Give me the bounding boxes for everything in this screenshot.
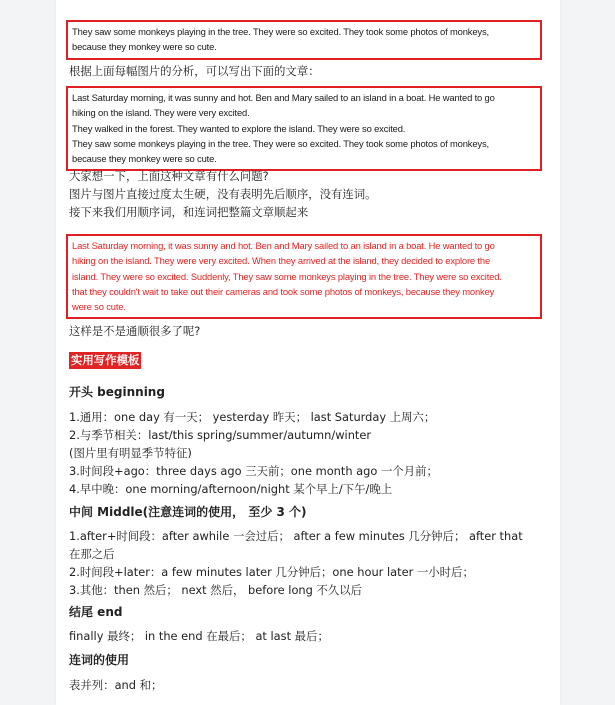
middle-item: 3.其他：then 然后； next 然后， before long 不久以后 bbox=[69, 583, 363, 597]
document-page bbox=[56, 0, 560, 705]
box-line: They walked in the forest. They wanted to explore the island. They were so excited. bbox=[72, 122, 406, 134]
beginning-item: (图片里有明显季节特征) bbox=[69, 446, 192, 460]
box-line: hiking on the island. They were very excited. bbox=[72, 107, 250, 119]
beginning-item: 3.时间段+ago：three days ago 三天前；one month ago 一个月前； bbox=[69, 464, 438, 478]
example-box-1 bbox=[66, 20, 542, 60]
box-line: They saw some monkeys playing in the tree. They were so excited. They took some photos of monkeys, bbox=[72, 137, 489, 149]
box-line: Last Saturday morning, it was sunny and hot. Ben and Mary sailed to an island in a boat. He wanted to go bbox=[72, 92, 495, 103]
conjunction-heading: 连词的使用 bbox=[69, 653, 130, 667]
box-line: Last Saturday morning, it was sunny and hot. Ben and Mary sailed to an island in a boat. He wanted to go bbox=[72, 240, 495, 251]
middle-item: 1.after+时间段：after awhile 一会过后； after a few minutes 几分钟后； after that bbox=[69, 529, 523, 543]
middle-item: 2.时间段+later：a few minutes later 几分钟后；one hour later 一小时后； bbox=[69, 565, 474, 579]
end-heading: 结尾 end bbox=[69, 605, 123, 619]
middle-heading: 中间 Middle(注意连词的使用， 至少 3 个) bbox=[69, 505, 307, 519]
after-box-text: 这样是不是通顺很多了呢? bbox=[69, 324, 201, 338]
beginning-item: 2.与季节相关：last/this spring/summer/autumn/winter bbox=[69, 428, 372, 442]
box-line: because they monkey were so cute. bbox=[72, 153, 217, 165]
question-line: 大家想一下，上面这种文章有什么问题? bbox=[69, 169, 269, 183]
example-box-3 bbox=[66, 234, 542, 319]
box-line: because they monkey were so cute. bbox=[72, 41, 217, 53]
box-line: They saw some monkeys playing in the tree. They were so excited. They took some photos of monkeys, bbox=[72, 26, 489, 37]
conjunction-item: 表并列：and 和； bbox=[69, 678, 163, 692]
template-title: 实用写作模板 bbox=[71, 353, 140, 367]
box-line: that they couldn't wait to take out their cameras and took some photos of monkeys, because they monkey bbox=[72, 285, 495, 297]
beginning-item: 4.早中晚：one morning/afternoon/night 某个早上/下午/晚上 bbox=[69, 482, 393, 496]
end-item: finally 最终； in the end 在最后； at last 最后； bbox=[69, 629, 329, 643]
beginning-item: 1.通用：one day 有一天； yesterday 昨天； last Saturday 上周六； bbox=[69, 410, 436, 424]
box-line: were so cute. bbox=[72, 301, 126, 313]
example-box-2 bbox=[66, 86, 542, 171]
intro-text: 根据上面每幅图片的分析，可以写出下面的文章： bbox=[69, 64, 320, 78]
beginning-heading: 开头 beginning bbox=[69, 385, 165, 399]
box-line: hiking on the island. They were very excited. When they arrived at the island, they decided to explore the bbox=[72, 255, 491, 267]
box-line: island. They were so excited. Suddenly, They saw some monkeys playing in the tree. They were so excited. bbox=[72, 270, 502, 282]
question-line: 图片与图片直接过度太生硬，没有表明先后顺序，没有连词。 bbox=[69, 187, 377, 201]
question-line: 接下来我们用顺序词，和连词把整篇文章顺起来 bbox=[69, 205, 309, 219]
middle-item: 在那之后 bbox=[69, 547, 115, 561]
